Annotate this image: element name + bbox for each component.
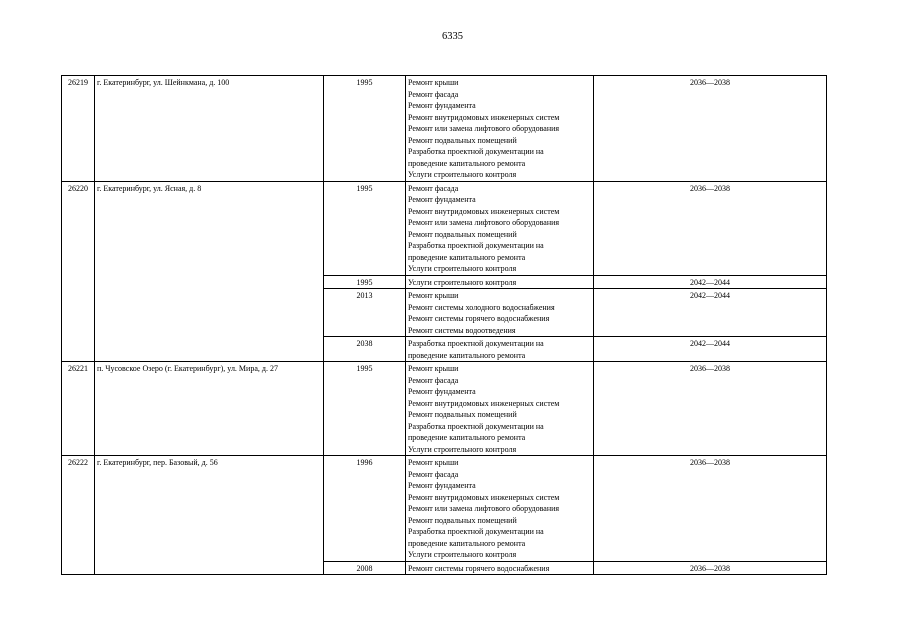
period-cell: 2036—2038	[594, 362, 827, 456]
house-id-cell: 26220	[62, 181, 95, 362]
work-item: Ремонт системы водоотведения	[408, 325, 516, 335]
year-cell: 2038	[324, 337, 406, 362]
work-item: Ремонт системы горячего водоснабжения	[408, 563, 550, 573]
address-cell: г. Екатеринбург, ул. Шейнкмана, д. 100	[95, 76, 324, 182]
period-cell: 2036—2038	[594, 181, 827, 275]
work-item: Ремонт внутридомовых инженерных систем	[408, 492, 560, 502]
works-cell	[406, 181, 594, 275]
work-item: Разработка проектной документации на	[408, 421, 544, 431]
work-item: Разработка проектной документации на	[408, 241, 544, 250]
work-item: Разработка проектной документации на	[408, 339, 544, 348]
work-item: Ремонт подвальных помещений	[408, 410, 517, 419]
work-item: проведение капитального ремонта	[408, 252, 526, 262]
work-item: проведение капитального ремонта	[408, 538, 526, 548]
work-item: Ремонт или замена лифтового оборудования	[408, 218, 560, 227]
work-item: Ремонт фундамента	[408, 195, 476, 204]
work-item: Ремонт системы горячего водоснабжения	[408, 314, 550, 323]
work-item: Ремонт внутридомовых инженерных систем	[408, 398, 560, 408]
work-item: Ремонт или замена лифтового оборудования	[408, 124, 560, 133]
work-item: Ремонт подвальных помещений	[408, 229, 517, 239]
work-item: Ремонт фасада	[408, 183, 459, 193]
works-cell	[406, 289, 594, 337]
house-id-cell: 26222	[62, 456, 95, 575]
table-row	[62, 76, 827, 182]
works-cell	[406, 561, 594, 575]
work-item: Ремонт крыши	[408, 291, 459, 300]
table-row	[62, 362, 827, 456]
work-item: Услуги строительного контроля	[408, 264, 517, 273]
work-item: Ремонт фасада	[408, 375, 459, 385]
period-cell: 2042—2044	[594, 275, 827, 289]
address-cell: п. Чусовское Озеро (г. Екатеринбург), ул. Мира, д. 27	[95, 362, 324, 456]
work-item: Ремонт фундамента	[408, 481, 476, 490]
capital-repair-table	[61, 75, 827, 575]
period-cell: 2036—2038	[594, 456, 827, 562]
table-row	[62, 456, 827, 562]
works-cell	[406, 76, 594, 182]
year-cell: 1995	[324, 76, 406, 182]
work-item: Ремонт фасада	[408, 89, 459, 99]
work-item: Услуги строительного контроля	[408, 277, 517, 287]
year-cell: 2013	[324, 289, 406, 337]
house-id-cell: 26219	[62, 76, 95, 182]
year-cell: 1995	[324, 181, 406, 275]
work-item: Ремонт подвальных помещений	[408, 515, 517, 525]
year-cell: 1996	[324, 456, 406, 562]
house-id-cell: 26221	[62, 362, 95, 456]
work-item: Услуги строительного контроля	[408, 550, 517, 559]
work-item: Ремонт внутридомовых инженерных систем	[408, 206, 560, 216]
works-cell	[406, 362, 594, 456]
work-item: Разработка проектной документации на	[408, 147, 544, 156]
work-item: проведение капитального ремонта	[408, 158, 526, 168]
work-item: Ремонт фасада	[408, 469, 459, 479]
period-cell: 2042—2044	[594, 337, 827, 362]
period-cell: 2042—2044	[594, 289, 827, 337]
table-row	[62, 181, 827, 275]
period-cell: 2036—2038	[594, 76, 827, 182]
work-item: Ремонт или замена лифтового оборудования	[408, 504, 560, 513]
work-item: Ремонт внутридомовых инженерных систем	[408, 112, 560, 122]
address-cell: г. Екатеринбург, пер. Базовый, д. 56	[95, 456, 324, 575]
page-number: 6335	[442, 31, 463, 42]
works-cell	[406, 275, 594, 289]
work-item: Ремонт фундамента	[408, 387, 476, 396]
work-item: Ремонт системы холодного водоснабжения	[408, 302, 555, 312]
work-item: проведение капитального ремонта	[408, 433, 526, 442]
work-item: Услуги строительного контроля	[408, 444, 517, 454]
period-cell: 2036—2038	[594, 561, 827, 575]
work-item: Разработка проектной документации на	[408, 527, 544, 536]
work-item: Ремонт фундамента	[408, 101, 476, 110]
work-item: Ремонт подвальных помещений	[408, 135, 517, 145]
work-item: Ремонт крыши	[408, 458, 459, 467]
year-cell: 2008	[324, 561, 406, 575]
work-item: Ремонт крыши	[408, 78, 459, 87]
work-item: Ремонт крыши	[408, 364, 459, 373]
work-item: Услуги строительного контроля	[408, 170, 517, 179]
works-cell	[406, 337, 594, 362]
work-item: проведение капитального ремонта	[408, 350, 526, 360]
year-cell: 1995	[324, 362, 406, 456]
address-cell: г. Екатеринбург, ул. Ясная, д. 8	[95, 181, 324, 362]
table-body	[62, 76, 827, 575]
works-cell	[406, 456, 594, 562]
year-cell: 1995	[324, 275, 406, 289]
